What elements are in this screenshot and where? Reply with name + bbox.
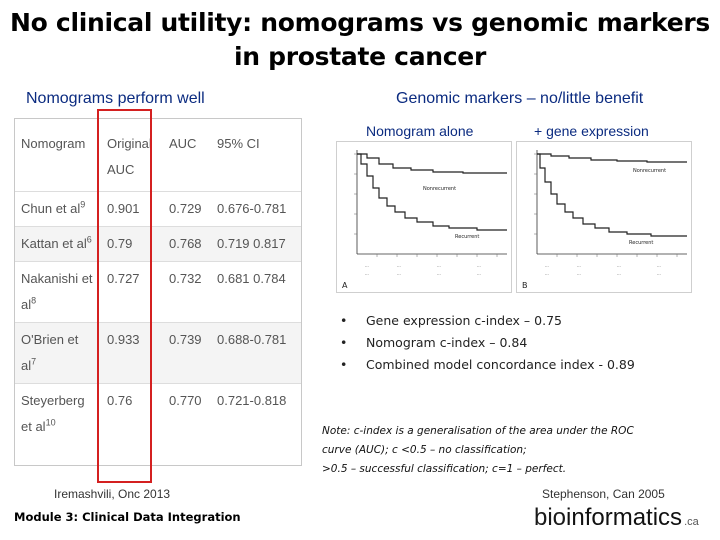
svg-text:···: ···	[477, 272, 481, 277]
c-index-note	[322, 422, 652, 479]
panel-b-label: + gene expression	[534, 123, 649, 139]
cell-original-auc: 0.76	[101, 384, 163, 445]
header-ci: 95% CI	[217, 136, 260, 151]
logo-domain: .ca	[684, 516, 699, 528]
cell-original-auc: 0.933	[101, 323, 163, 384]
svg-text:···: ···	[577, 272, 581, 277]
panel-a-label: Nomogram alone	[366, 123, 474, 139]
cell-auc: 0.768	[163, 227, 211, 262]
note-line-3: >0.5 – successful classification; c=1 – perfect.	[322, 463, 567, 475]
note-line-1: Note: c-index is a generalisation of the area under the ROC	[322, 425, 634, 437]
list-item	[336, 310, 635, 332]
cell-nomogram	[15, 384, 101, 445]
reference-number: 10	[45, 417, 56, 428]
slide-title-line-1: No clinical utility: nomograms vs genomic markers	[10, 8, 710, 37]
footer-module-label: Module 3: Clinical Data Integration	[14, 510, 241, 524]
cell-ci: 0.676-0.781	[211, 192, 302, 227]
nomogram-table	[15, 119, 302, 444]
cell-original-auc: 0.901	[101, 192, 163, 227]
cell-nomogram	[15, 192, 101, 227]
cell-ci: 0.721-0.818	[211, 384, 302, 445]
logo-part-1: bio	[534, 504, 567, 531]
svg-text:···: ···	[545, 272, 549, 277]
nomogram-name: O'Brien et al	[21, 332, 79, 373]
bullet-text: Gene expression c-index – 0.75	[366, 313, 562, 328]
table-header-row	[15, 119, 302, 192]
panel-b-letter: B	[522, 281, 528, 290]
nomogram-name: Nakanishi et al	[21, 271, 93, 312]
logo-part-2: informatics	[566, 504, 683, 531]
svg-text:···: ···	[437, 272, 441, 277]
cell-auc: 0.739	[163, 323, 211, 384]
right-citation: Stephenson, Can 2005	[542, 487, 665, 501]
reference-number: 9	[80, 199, 86, 210]
nomogram-name: Steyerberg et al	[21, 393, 85, 434]
table-row	[15, 227, 302, 262]
table-row	[15, 323, 302, 384]
cell-auc: 0.732	[163, 262, 211, 323]
cell-nomogram	[15, 262, 101, 323]
header-original-auc: Original AUC	[107, 136, 152, 177]
svg-text:···: ···	[657, 264, 661, 269]
svg-text:···: ···	[617, 272, 621, 277]
reference-number: 6	[86, 234, 92, 245]
bullet-text: Combined model concordance index - 0.89	[366, 357, 635, 372]
bullet-text: Nomogram c-index – 0.84	[366, 335, 528, 350]
right-heading: Genomic markers – no/little benefit	[396, 90, 644, 107]
reference-number: 7	[31, 356, 37, 367]
km-plot-nomogram-alone	[336, 141, 512, 293]
curve-top-label: Nonrecurrent	[423, 186, 457, 192]
bullet-icon: •	[340, 313, 348, 328]
curve-bottom-label: Recurrent	[629, 240, 654, 246]
findings-list	[336, 310, 635, 376]
curve-top-label: Nonrecurrent	[633, 168, 667, 174]
table-row	[15, 262, 302, 323]
nomogram-name: Kattan et al	[21, 236, 87, 251]
svg-text:···: ···	[365, 264, 369, 269]
cell-ci: 0.688-0.781	[211, 323, 302, 384]
svg-text:···: ···	[545, 264, 549, 269]
table-row	[15, 192, 302, 227]
header-auc: AUC	[169, 136, 197, 151]
bullet-icon: •	[340, 335, 348, 350]
cell-ci: 0.719 0.817	[211, 227, 302, 262]
left-heading: Nomograms perform well	[26, 90, 205, 107]
km-plot-gene-expression	[516, 141, 692, 293]
reference-number: 8	[31, 295, 37, 306]
km-plot-b-svg	[517, 142, 693, 294]
nomogram-table-panel	[14, 118, 302, 466]
cell-original-auc: 0.79	[101, 227, 163, 262]
nomogram-name: Chun et al	[21, 201, 81, 216]
left-citation: Iremashvili, Onc 2013	[54, 487, 171, 501]
curve-bottom-label: Recurrent	[455, 234, 480, 240]
bioinformatics-logo	[534, 504, 699, 532]
cell-nomogram	[15, 323, 101, 384]
table-row	[15, 384, 302, 445]
svg-text:···: ···	[397, 272, 401, 277]
svg-text:···: ···	[437, 264, 441, 269]
list-item	[336, 332, 635, 354]
bullet-icon: •	[340, 357, 348, 372]
note-line-2: curve (AUC); c <0.5 – no classification;	[322, 444, 527, 456]
cell-auc: 0.770	[163, 384, 211, 445]
cell-original-auc: 0.727	[101, 262, 163, 323]
svg-text:···: ···	[657, 272, 661, 277]
cell-nomogram	[15, 227, 101, 262]
cell-auc: 0.729	[163, 192, 211, 227]
header-nomogram: Nomogram	[21, 136, 86, 151]
slide-title	[0, 6, 720, 74]
svg-text:···: ···	[577, 264, 581, 269]
svg-text:···: ···	[365, 272, 369, 277]
svg-text:···: ···	[397, 264, 401, 269]
panel-a-letter: A	[342, 281, 348, 290]
cell-ci: 0.681 0.784	[211, 262, 302, 323]
slide-title-line-2: in prostate cancer	[234, 42, 486, 71]
list-item	[336, 354, 635, 376]
km-plot-a-svg	[337, 142, 513, 294]
svg-text:···: ···	[477, 264, 481, 269]
svg-text:···: ···	[617, 264, 621, 269]
